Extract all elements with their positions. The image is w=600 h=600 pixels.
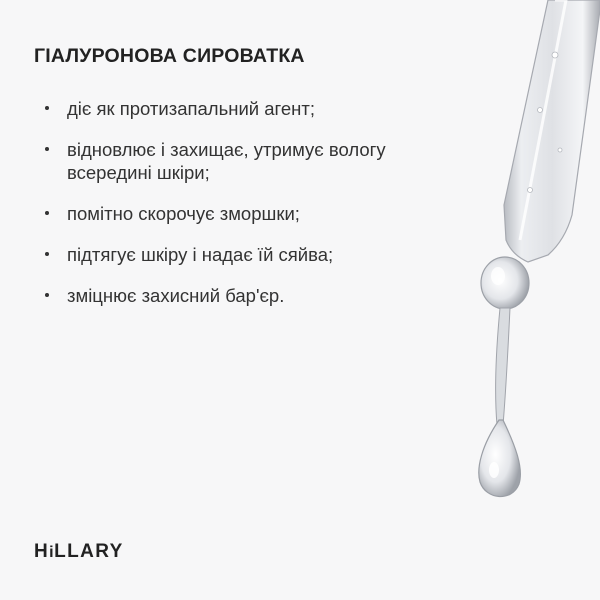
list-item (45, 243, 465, 266)
bullet-icon (45, 211, 49, 215)
list-item (45, 284, 465, 307)
brand-rest: LLARY (54, 541, 124, 562)
bullet-icon (45, 147, 49, 151)
bullet-icon (45, 252, 49, 256)
benefit-text: зміцнює захисний бар'єр. (67, 285, 285, 306)
benefit-text: відновлює і захищає, утримує вологу всередині шкіри; (67, 139, 386, 183)
benefit-text: помітно скорочує зморшки; (67, 203, 300, 224)
list-item (45, 97, 465, 120)
bullet-icon (45, 106, 49, 110)
page-title: ГІАЛУРОНОВА СИРОВАТКА (34, 45, 305, 67)
list-item (45, 138, 397, 184)
benefit-text: діє як протизапальний агент; (67, 98, 316, 119)
brand-letter: H (34, 541, 50, 562)
brand-letter-i: i (49, 544, 55, 561)
benefits-list (45, 97, 465, 325)
benefit-text: підтягує шкіру і надає їй сяйва; (67, 244, 334, 265)
brand-logo (34, 541, 124, 563)
list-item (45, 202, 465, 225)
bullet-icon (45, 293, 49, 297)
